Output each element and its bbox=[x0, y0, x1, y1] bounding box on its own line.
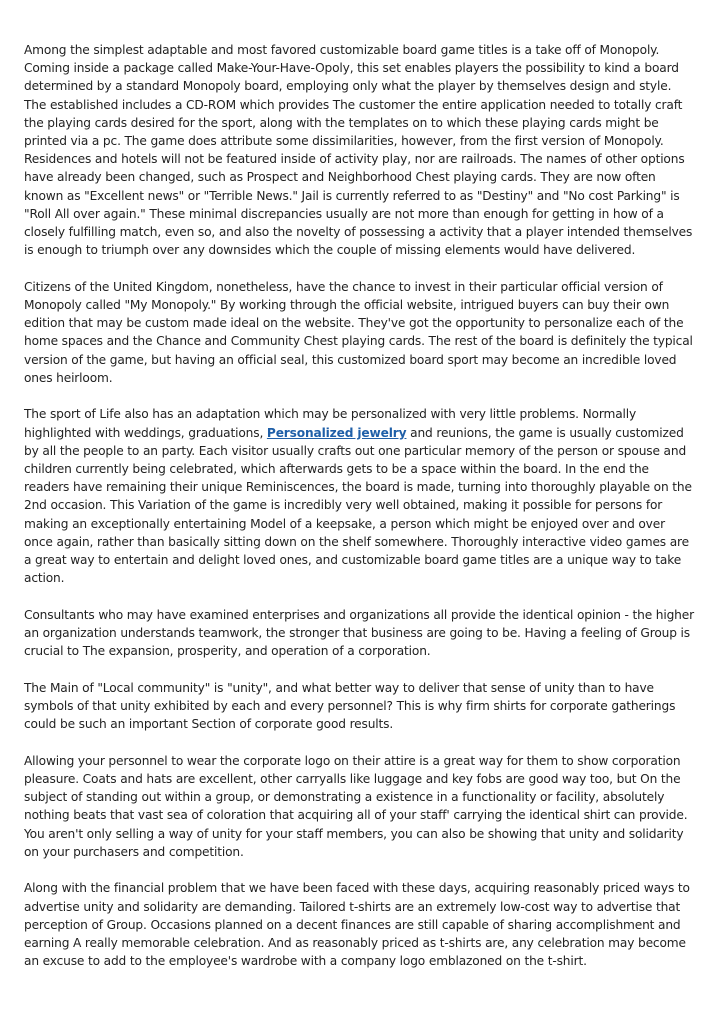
paragraph-game-of-life bbox=[24, 405, 696, 587]
paragraph-teamwork: Consultants who may have examined enterprises and organizations all provide the identical opinion - the higher an organization understands teamwork, the stronger that business are going to be. Having a feeling of Group is crucial to The expansion, prosperity, and operation of a corporation. bbox=[24, 607, 694, 659]
article-body bbox=[24, 41, 696, 970]
paragraph-text-after-link: and reunions, the game is usually customized by all the people to an party. Each visitor usually crafts out one particular memory of the person or spouse and children currently being celebrated, which afterwards gets to be a space within the board. In the end the readers have remaining their unique Reminiscences, the board is made, turning into thoroughly playable on the 2nd occasion. This Variation of the game is incredibly very well obtained, making it possible for persons for making an exceptionally entertaining Model of a keepsake, a person which might be enjoyed over and over once again, rather than basically sitting down on the shelf somewhere. Thoroughly interactive video games are a great way to entertain and delight loved ones, and customizable board game titles are a unique way to take action. bbox=[24, 425, 692, 586]
paragraph-tshirts: Along with the financial problem that we have been faced with these days, acquiring reasonably priced ways to advertise unity and solidarity are demanding. Tailored t-shirts are an extremely low-cost way to advertise that perception of Group. Occasions planned on a decent finances are still capable of sharing accomplishment and earning A really memorable celebration. And as reasonably priced as t-shirts are, any celebration may become an excuse to add to the employee's wardrobe with a company logo emblazoned on the t-shirt. bbox=[24, 881, 690, 969]
personalized-jewelry-link[interactable]: Personalized jewelry bbox=[266, 425, 407, 440]
paragraph-corporate-logo: Allowing your personnel to wear the corporate logo on their attire is a great way for them to show corporation pleasure. Coats and hats are excellent, other carryalls like luggage and key fobs are good way too, but On the subject of standing out within a group, or demonstrating a existence in a functionality or facility, absolutely nothing beats that vast sea of coloration that acquiring all of your staff' carrying the identical shirt can provide. You aren't only selling a way of unity for your staff members, you can also be showing that unity and solidarity on your purchasers and competition. bbox=[24, 753, 688, 859]
paragraph-my-monopoly: Citizens of the United Kingdom, nonetheless, have the chance to invest in their particular official version of Monopoly called "My Monopoly." By working through the official website, intrigued buyers can buy their own edition that may be custom made ideal on the website. They've got the opportunity to personalize each of the home spaces and the Chance and Community Chest playing cards. The rest of the board is definitely the typical version of the game, but having an official seal, this customized board sport may become an incredible loved ones heirloom. bbox=[24, 279, 693, 385]
paragraph-text-before-link: The sport of Life also has an adaptation which may be personalized with very little problems. Normally highlighted with weddings, graduations, bbox=[24, 407, 637, 440]
paragraph-monopoly: Among the simplest adaptable and most favored customizable board game titles is a take off of Monopoly. Coming inside a package called Make-Your-Have-Opoly, this set enables players the possibility to kind a board determined by a standard Monopoly board, employing only what the player by themselves design and style. The established includes a CD-ROM which provides The customer the entire application needed to totally craft the playing cards desired for the sport, along with the templates on to which these playing cards might be printed via a pc. The game does attribute some dissimilarities, however, from the first version of Monopoly. Residences and hotels will not be featured inside of activity play, nor are railroads. The names of other options have already been changed, such as Prospect and Neighborhood Chest playing cards. They are now often known as "Excellent news" or "Terrible News." Jail is currently referred to as "Destiny" and "No cost Parking" is "Roll All over again." These minimal discrepancies usually are not more than enough for getting in how of a closely fulfilling match, even so, and also the novelty of possessing a activity that a player intended themselves is enough to triumph over any downsides which the couple of missing elements would have delivered. bbox=[24, 43, 693, 258]
paragraph-community-unity: The Main of "Local community" is "unity", and what better way to deliver that sense of unity than to have symbols of that unity exhibited by each and every personnel? This is why firm shirts for corporate gatherings could be such an important Section of corporate good results. bbox=[24, 680, 676, 732]
